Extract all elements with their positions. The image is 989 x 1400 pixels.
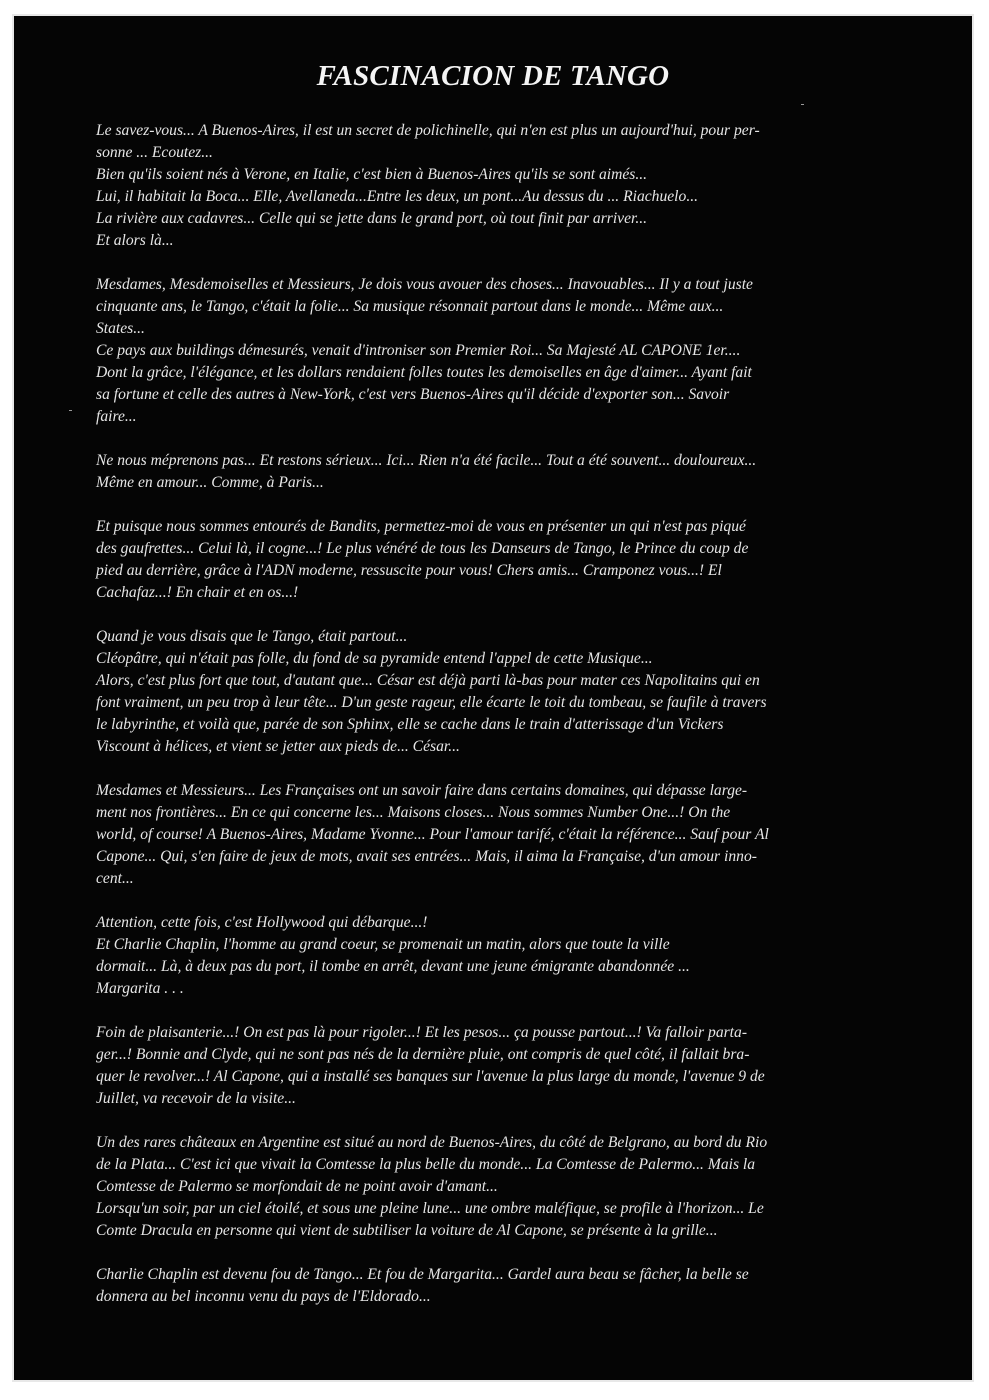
- paragraph: [96, 120, 914, 252]
- text-line: Et Charlie Chaplin, l'homme au grand coeur, se promenait un matin, alors que toute la ville: [96, 936, 670, 953]
- text-line: sa fortune et celle des autres à New-York, c'est vers Buenos-Aires qu'il décide d'exporter son... Savoir: [96, 386, 730, 403]
- text-line: dormait... Là, à deux pas du port, il tombe en arrêt, devant une jeune émigrante abandonnée ...: [96, 958, 690, 975]
- text-line: Cléopâtre, qui n'était pas folle, du fond de sa pyramide entend l'appel de cette Musique...: [96, 650, 653, 667]
- text-line: Ce pays aux buildings démesurés, venait d'introniser son Premier Roi... Sa Majesté AL CAPONE 1er....: [96, 342, 741, 359]
- paragraph: [96, 274, 914, 428]
- text-line: Juillet, va recevoir de la visite...: [96, 1090, 296, 1107]
- text-line: Même en amour... Comme, à Paris...: [96, 474, 324, 491]
- text-line: ger...! Bonnie and Clyde, qui ne sont pas nés de la dernière pluie, ont compris de quel côté, il fallait bra-: [96, 1046, 750, 1063]
- page-title: FASCINACION DE TANGO: [316, 60, 670, 92]
- text-line: Et alors là...: [96, 232, 174, 249]
- scan-speck: [69, 410, 72, 411]
- paragraph: [96, 1022, 914, 1110]
- paragraph: [96, 450, 914, 494]
- text-line: Viscount à hélices, et vient se jetter aux pieds de... César...: [96, 738, 460, 755]
- body-text: [96, 120, 914, 1330]
- text-line: Attention, cette fois, c'est Hollywood qui débarque...!: [96, 914, 428, 931]
- paragraph: [96, 780, 914, 890]
- text-line: pied au derrière, grâce à l'ADN moderne, ressuscite pour vous! Chers amis... Cramponez vous...! El: [96, 562, 722, 579]
- text-line: Dont la grâce, l'élégance, et les dollars rendaient folles toutes les demoiselles en âge d'aimer... Ayant fait: [96, 364, 752, 381]
- text-line: ment nos frontières... En ce qui concerne les... Maisons closes... Nous sommes Number One...! On the: [96, 804, 731, 821]
- text-line: Alors, c'est plus fort que tout, d'autant que... César est déjà parti là-bas pour mater ces Napolitains qui en: [96, 672, 760, 689]
- text-line: Foin de plaisanterie...! On est pas là pour rigoler...! Et les pesos... ça pousse partout...! Va falloir parta-: [96, 1024, 748, 1041]
- text-line: cinquante ans, le Tango, c'était la folie... Sa musique résonnait partout dans le monde... Même aux...: [96, 298, 724, 315]
- text-line: font vraiment, un peu trop à leur tête... D'un geste rageur, elle écarte le toit du tombeau, se faufile à travers: [96, 694, 767, 711]
- text-line: Cachafaz...! En chair et en os...!: [96, 584, 299, 601]
- text-line: Comtesse de Palermo se morfondait de ne point avoir d'amant...: [96, 1178, 498, 1195]
- text-line: Bien qu'ils soient nés à Verone, en Italie, c'est bien à Buenos-Aires qu'ils se sont aimés...: [96, 166, 648, 183]
- paragraph: [96, 1264, 914, 1308]
- text-line: Ne nous méprenons pas... Et restons sérieux... Ici... Rien n'a été facile... Tout a été souvent... douloureux...: [96, 452, 757, 469]
- text-line: Capone... Qui, s'en faire de jeux de mots, avait ses entrées... Mais, il aima la Française, d'un amour inno-: [96, 848, 757, 865]
- text-line: cent...: [96, 870, 134, 887]
- text-line: Charlie Chaplin est devenu fou de Tango... Et fou de Margarita... Gardel aura beau se fâcher, la belle se: [96, 1266, 749, 1283]
- text-line: Un des rares châteaux en Argentine est situé au nord de Buenos-Aires, du côté de Belgrano, au bord du Rio: [96, 1134, 768, 1151]
- text-line: faire...: [96, 408, 137, 425]
- text-line: Mesdames et Messieurs... Les Françaises ont un savoir faire dans certains domaines, qui dépasse large-: [96, 782, 748, 799]
- text-line: de la Plata... C'est ici que vivait la Comtesse la plus belle du monde... La Comtesse de Palermo... Mais la: [96, 1156, 756, 1173]
- document-page: [12, 14, 974, 1382]
- text-line: sonne ... Ecoutez...: [96, 144, 213, 161]
- text-line: Lorsqu'un soir, par un ciel étoilé, et sous une pleine lune... une ombre maléfique, se profile à l'horizon... Le: [96, 1200, 764, 1217]
- text-line: Lui, il habitait la Boca... Elle, Avellaneda...Entre les deux, un pont...Au dessus du ... Riachuelo...: [96, 188, 699, 205]
- text-line: Margarita . . .: [96, 980, 184, 997]
- text-line: le labyrinthe, et voilà que, parée de son Sphinx, elle se cache dans le train d'atterissage d'un Vickers: [96, 716, 724, 733]
- scan-speck: [801, 104, 804, 105]
- text-line: quer le revolver...! Al Capone, qui a installé ses banques sur l'avenue la plus large du monde, l'avenue 9 de: [96, 1068, 765, 1085]
- text-line: Quand je vous disais que le Tango, était partout...: [96, 628, 408, 645]
- text-line: donnera au bel inconnu venu du pays de l'Eldorado...: [96, 1288, 431, 1305]
- text-line: La rivière aux cadavres... Celle qui se jette dans le grand port, où tout finit par arriver...: [96, 210, 648, 227]
- text-line: Le savez-vous... A Buenos-Aires, il est un secret de polichinelle, qui n'en est plus un aujourd'hui, pour per-: [96, 122, 760, 139]
- text-line: world, of course! A Buenos-Aires, Madame Yvonne... Pour l'amour tarifé, c'était la référence... Sauf pour Al: [96, 826, 769, 843]
- text-line: Comte Dracula en personne qui vient de subtiliser la voiture de Al Capone, se présente à la grille...: [96, 1222, 718, 1239]
- paragraph: [96, 912, 914, 1000]
- text-line: Et puisque nous sommes entourés de Bandits, permettez-moi de vous en présenter un qui n'est pas piqué: [96, 518, 746, 535]
- paragraph: [96, 1132, 914, 1242]
- paragraph: [96, 516, 914, 604]
- text-line: States...: [96, 320, 145, 337]
- text-line: Mesdames, Mesdemoiselles et Messieurs, Je dois vous avouer des choses... Inavouables... Il y a tout juste: [96, 276, 753, 293]
- paragraph: [96, 626, 914, 758]
- text-line: des gaufrettes... Celui là, il cogne...! Le plus vénéré de tous les Danseurs de Tango, le Prince du coup de: [96, 540, 749, 557]
